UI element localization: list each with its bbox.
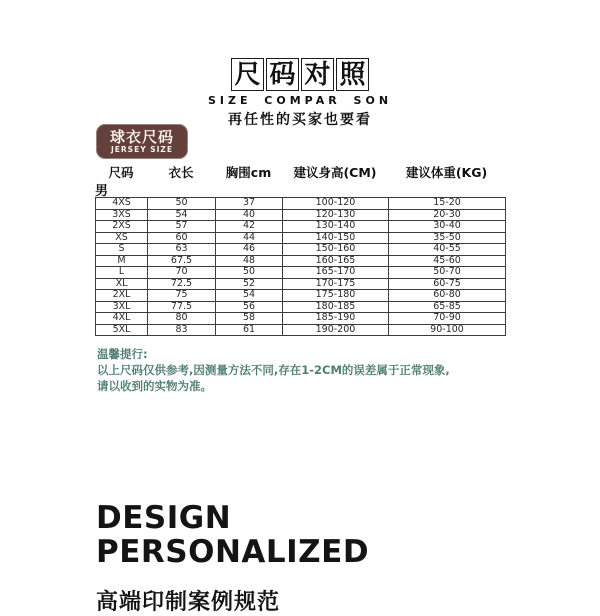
badge-label-en: JERSEY SIZE bbox=[110, 145, 173, 154]
table-cell: 54 bbox=[216, 290, 283, 302]
table-cell: 2XL bbox=[96, 290, 148, 302]
table-cell: 100-120 bbox=[283, 198, 389, 210]
table-cell: 3XS bbox=[96, 209, 148, 221]
tips-title: 温馨提行: bbox=[97, 347, 148, 361]
footer-heading-line2: PERSONALIZED bbox=[96, 534, 370, 570]
table-cell: 80 bbox=[148, 313, 216, 325]
table-cell: 60-75 bbox=[389, 278, 506, 290]
table-cell: 160-165 bbox=[283, 255, 389, 267]
table-cell: 60-80 bbox=[389, 290, 506, 302]
table-cell: 50 bbox=[148, 198, 216, 210]
table-cell: 40-55 bbox=[389, 244, 506, 256]
table-row bbox=[96, 324, 506, 336]
table-cell: 70-90 bbox=[389, 313, 506, 325]
column-header: 尺码 bbox=[108, 165, 134, 180]
table-cell: L bbox=[96, 267, 148, 279]
column-header: 建议身高(CM) bbox=[293, 165, 377, 180]
table-cell: 70 bbox=[148, 267, 216, 279]
size-table-header bbox=[95, 163, 505, 181]
page-header bbox=[0, 58, 600, 129]
title-char-box: 照 bbox=[336, 58, 369, 91]
table-row bbox=[96, 267, 506, 279]
table-cell: 58 bbox=[216, 313, 283, 325]
table-row bbox=[96, 313, 506, 325]
title-char-box: 对 bbox=[301, 58, 334, 91]
subtitle-chinese: 再任性的买家也要看 bbox=[228, 112, 372, 128]
table-cell: 2XS bbox=[96, 221, 148, 233]
table-row bbox=[96, 232, 506, 244]
table-cell: 44 bbox=[216, 232, 283, 244]
table-cell: 140-150 bbox=[283, 232, 389, 244]
table-cell: 42 bbox=[216, 221, 283, 233]
table-cell: 170-175 bbox=[283, 278, 389, 290]
table-cell: 30-40 bbox=[389, 221, 506, 233]
table-cell: 20-30 bbox=[389, 209, 506, 221]
tips-line: 请以收到的实物为准。 bbox=[97, 379, 212, 393]
table-cell: 120-130 bbox=[283, 209, 389, 221]
table-cell: 180-185 bbox=[283, 301, 389, 313]
title-char-box: 码 bbox=[266, 58, 299, 91]
table-cell: 5XL bbox=[96, 324, 148, 336]
table-cell: 46 bbox=[216, 244, 283, 256]
table-cell: XS bbox=[96, 232, 148, 244]
table-row bbox=[96, 244, 506, 256]
table-cell: 52 bbox=[216, 278, 283, 290]
footer-subheading: 高端印制案例规范 bbox=[96, 590, 281, 615]
table-cell: 37 bbox=[216, 198, 283, 210]
table-cell: 60 bbox=[148, 232, 216, 244]
table-cell: 3XL bbox=[96, 301, 148, 313]
badge-label-cn: 球衣尺码 bbox=[109, 128, 174, 146]
table-row bbox=[96, 209, 506, 221]
table-cell: 63 bbox=[148, 244, 216, 256]
table-row bbox=[96, 221, 506, 233]
table-cell: 65-85 bbox=[389, 301, 506, 313]
table-cell: 185-190 bbox=[283, 313, 389, 325]
footer-block bbox=[96, 501, 369, 616]
table-cell: 35-50 bbox=[389, 232, 506, 244]
table-cell: 50-70 bbox=[389, 267, 506, 279]
table-cell: 40 bbox=[216, 209, 283, 221]
subtitle-english: SIZE COMPAR SON bbox=[207, 94, 393, 107]
table-cell: 190-200 bbox=[283, 324, 389, 336]
table-row bbox=[96, 290, 506, 302]
column-header: 衣长 bbox=[168, 165, 194, 180]
table-cell: 4XS bbox=[96, 198, 148, 210]
table-cell: 77.5 bbox=[148, 301, 216, 313]
table-cell: 67.5 bbox=[148, 255, 216, 267]
column-header: 建议体重(KG) bbox=[405, 165, 488, 180]
table-row bbox=[96, 278, 506, 290]
table-cell: 48 bbox=[216, 255, 283, 267]
tips-block bbox=[97, 346, 450, 394]
table-row bbox=[96, 255, 506, 267]
footer-heading-line1: DESIGN bbox=[96, 500, 232, 536]
table-cell: M bbox=[96, 255, 148, 267]
table-cell: XL bbox=[96, 278, 148, 290]
table-cell: 45-60 bbox=[389, 255, 506, 267]
table-row bbox=[96, 301, 506, 313]
table-cell: 130-140 bbox=[283, 221, 389, 233]
table-cell: 90-100 bbox=[389, 324, 506, 336]
table-cell: 61 bbox=[216, 324, 283, 336]
column-header: 胸围cm bbox=[225, 165, 272, 180]
title-char-box: 尺 bbox=[231, 58, 264, 91]
table-cell: 165-170 bbox=[283, 267, 389, 279]
table-cell: 57 bbox=[148, 221, 216, 233]
table-cell: S bbox=[96, 244, 148, 256]
table-cell: 83 bbox=[148, 324, 216, 336]
table-cell: 175-180 bbox=[283, 290, 389, 302]
table-cell: 50 bbox=[216, 267, 283, 279]
table-row bbox=[96, 198, 506, 210]
table-cell: 75 bbox=[148, 290, 216, 302]
table-cell: 72.5 bbox=[148, 278, 216, 290]
gender-label: 男 bbox=[95, 184, 109, 199]
jersey-size-badge bbox=[96, 124, 188, 159]
table-cell: 150-160 bbox=[283, 244, 389, 256]
table-cell: 54 bbox=[148, 209, 216, 221]
table-cell: 56 bbox=[216, 301, 283, 313]
page-title bbox=[231, 58, 369, 91]
size-table bbox=[95, 197, 506, 336]
table-cell: 15-20 bbox=[389, 198, 506, 210]
table-cell: 4XL bbox=[96, 313, 148, 325]
tips-line: 以上尺码仅供参考,因测量方法不同,存在1-2CM的误差属于正常现象, bbox=[97, 363, 450, 377]
